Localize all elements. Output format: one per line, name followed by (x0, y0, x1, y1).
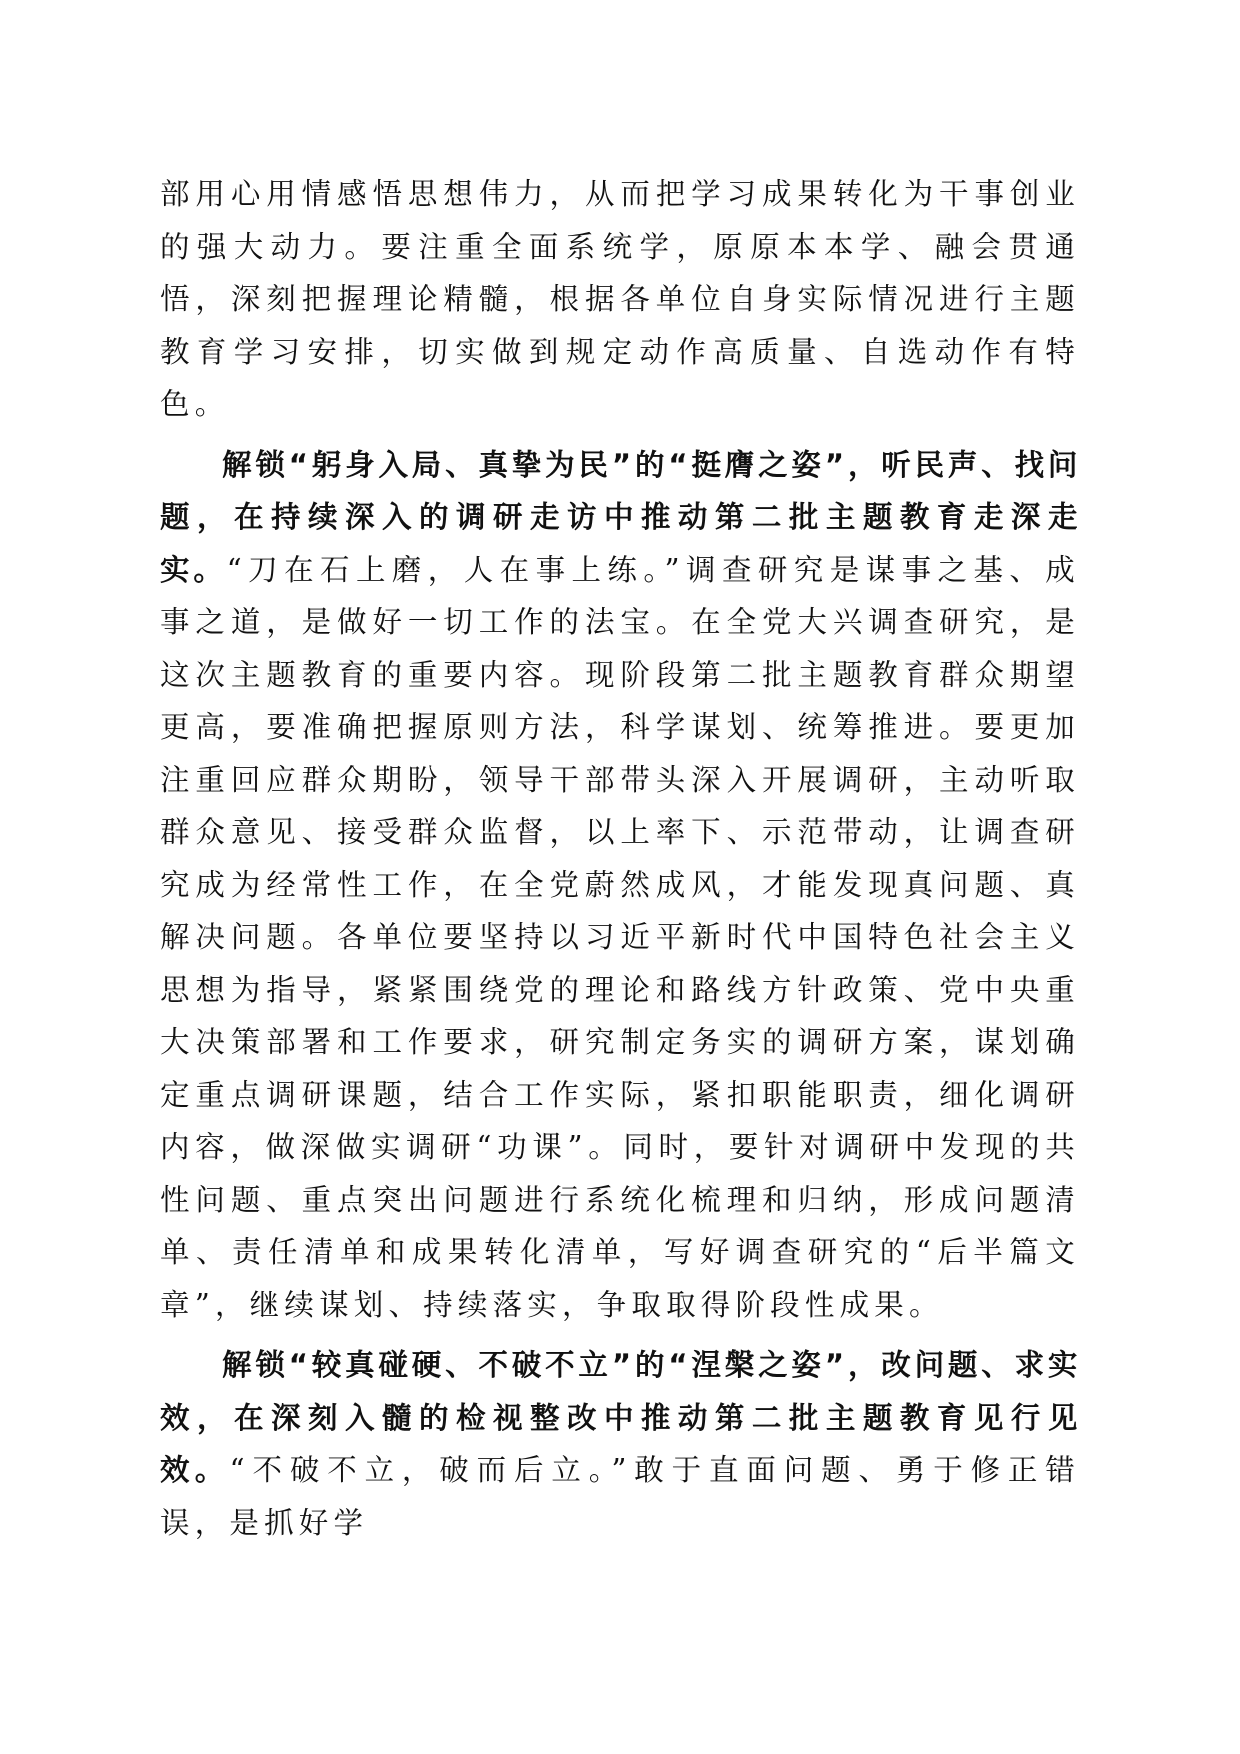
paragraph-text: 部用心用情感悟思想伟力，从而把学习成果转化为干事创业的强大动力。要注重全面系统学，原原本本学、融会贯通悟，深刻把握理论精髓，根据各单位自身实际情况进行主题教育学习安排，切实做到规定动作高质量、自选动作有特色。 (160, 177, 1080, 421)
paragraph-text: “不破不立，破而后立。”敢于直面问题、勇于修正错误，是抓好学 (160, 1453, 1080, 1540)
paragraph-heading: 解锁“较真碰硬、不破不立”的“涅槃之姿”，改问题、求实效，在深刻入髓的检视整改中推动第二批主题教育见行见效。 (160, 1348, 1080, 1487)
paragraph-heading: 解锁“躬身入局、真挚为民”的“挺膺之姿”，听民声、找问题，在持续深入的调研走访中推动第二批主题教育走深走实。 (160, 447, 1080, 587)
document-page (160, 168, 1080, 1549)
paragraph-research (160, 439, 1080, 1332)
paragraph-rectification (160, 1339, 1080, 1549)
paragraph-continuation (160, 168, 1080, 431)
paragraph-text: “刀在石上磨，人在事上练。”调查研究是谋事之基、成事之道，是做好一切工作的法宝。在全党大兴调查研究，是这次主题教育的重要内容。现阶段第二批主题教育群众期望更高，要准确把握原则方法，科学谋划、统筹推进。要更加注重回应群众期盼，领导干部带头深入开展调研，主动听取群众意见、接受群众监督，以上率下、示范带动，让调查研究成为经常性工作，在全党蔚然成风，才能发现真问题、真解决问题。各单位要坚持以习近平新时代中国特色社会主义思想为指导，紧紧围绕党的理论和路线方针政策、党中央重大决策部署和工作要求，研究制定务实的调研方案，谋划确定重点调研课题，结合工作实际，紧扣职能职责，细化调研内容，做深做实调研“功课”。同时，要针对调研中发现的共性问题、重点突出问题进行系统化梳理和归纳，形成问题清单、责任清单和成果转化清单，写好调查研究的“后半篇文章”，继续谋划、持续落实，争取取得阶段性成果。 (160, 552, 1080, 1322)
